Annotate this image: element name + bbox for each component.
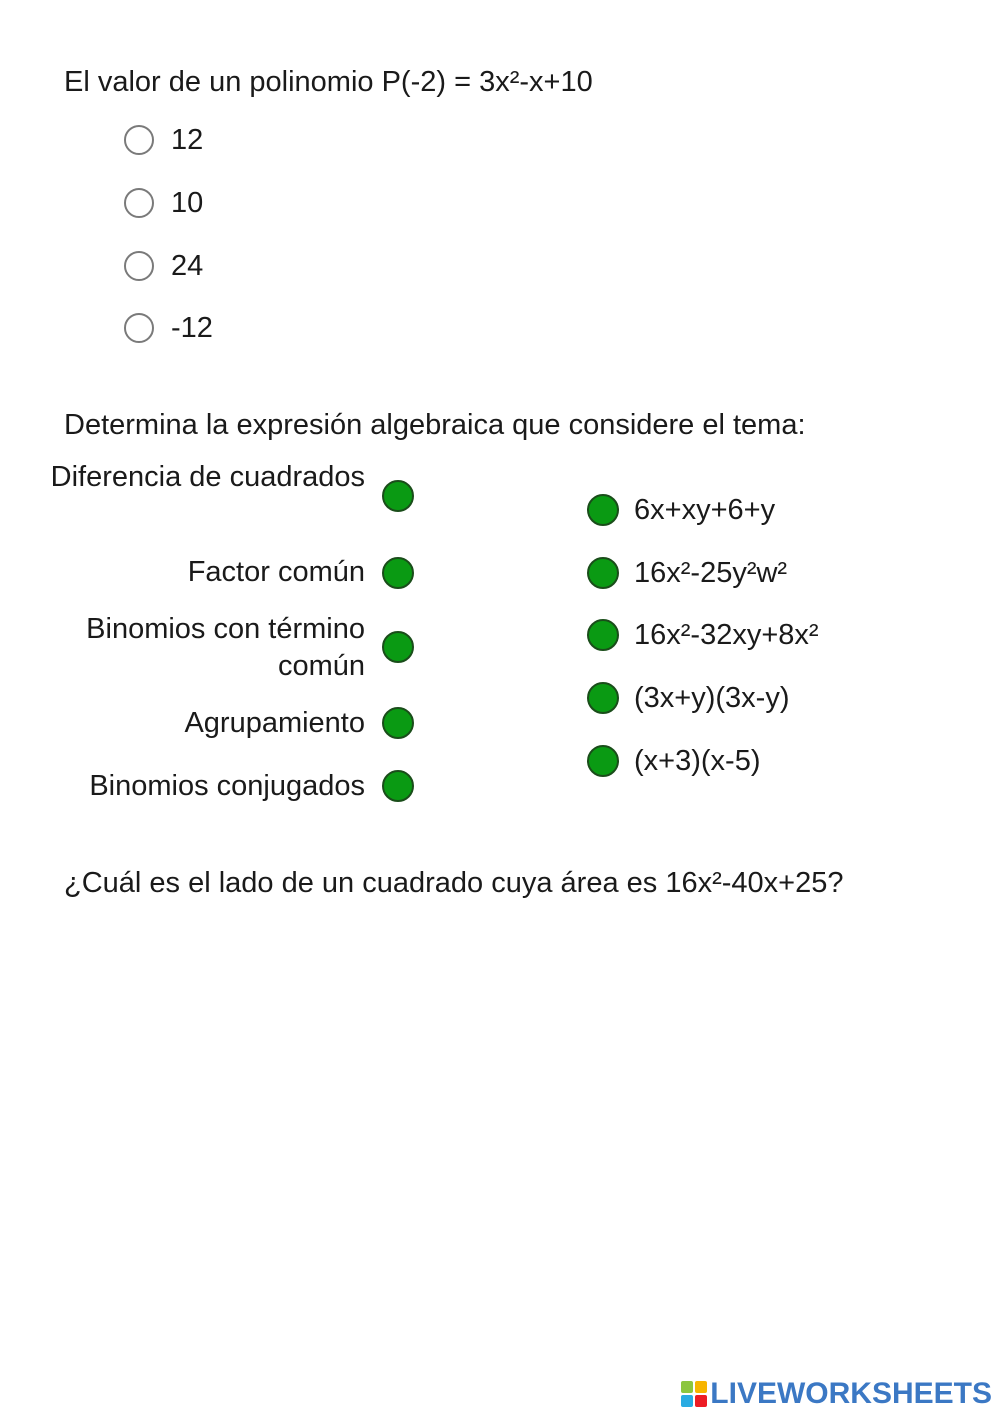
question-2-text: Determina la expresión algebraica que considere el tema: [64, 409, 806, 441]
q1-option-1[interactable] [124, 122, 203, 158]
match-left-dot-5[interactable] [382, 770, 414, 802]
match-left-dot-4[interactable] [382, 707, 414, 739]
radio-button[interactable] [124, 188, 154, 218]
radio-button[interactable] [124, 125, 154, 155]
radio-button[interactable] [124, 251, 154, 281]
match-left-dot-2[interactable] [382, 557, 414, 589]
match-right-label-4: (3x+y)(3x-y) [634, 682, 790, 714]
q1-option-label: 12 [171, 124, 204, 156]
question-1-text: El valor de un polinomio P(-2) = 3x²-x+10 [64, 66, 593, 98]
liveworksheets-logo [681, 1377, 992, 1411]
match-right-label-5: (x+3)(x-5) [634, 745, 761, 777]
q1-option-2[interactable] [124, 185, 203, 221]
match-left-label-conjugados: Binomios conjugados [89, 770, 365, 802]
match-right-label-2: 16x²-25y²w² [634, 557, 788, 589]
question-3-text: ¿Cuál es el lado de un cuadrado cuya área es 16x²-40x+25? [64, 867, 844, 899]
brand-name: LIVEWORKSHEETS [710, 1377, 992, 1410]
match-left-dot-1[interactable] [382, 480, 414, 512]
match-left-dot-3[interactable] [382, 631, 414, 663]
match-right-dot-3[interactable] [587, 619, 619, 651]
match-right-dot-1[interactable] [587, 494, 619, 526]
match-right-label-3: 16x²-32xy+8x² [634, 619, 819, 651]
match-left-label-agrupamiento: Agrupamiento [184, 707, 365, 739]
radio-button[interactable] [124, 313, 154, 343]
match-right-dot-5[interactable] [587, 745, 619, 777]
match-right-label-1: 6x+xy+6+y [634, 494, 776, 526]
q1-option-3[interactable] [124, 248, 203, 284]
q1-option-4[interactable] [124, 310, 213, 346]
q1-option-label: -12 [171, 312, 213, 344]
q1-option-label: 24 [171, 250, 204, 282]
liveworksheets-mark-icon [681, 1381, 707, 1407]
q1-option-label: 10 [171, 187, 204, 219]
match-right-dot-4[interactable] [587, 682, 619, 714]
match-right-dot-2[interactable] [587, 557, 619, 589]
match-left-label-factor: Factor común [187, 556, 365, 588]
match-left-label-binomios-termino: Binomios con término común [86, 613, 365, 682]
match-left-label-diferencia: Diferencia de cuadrados [50, 461, 365, 493]
